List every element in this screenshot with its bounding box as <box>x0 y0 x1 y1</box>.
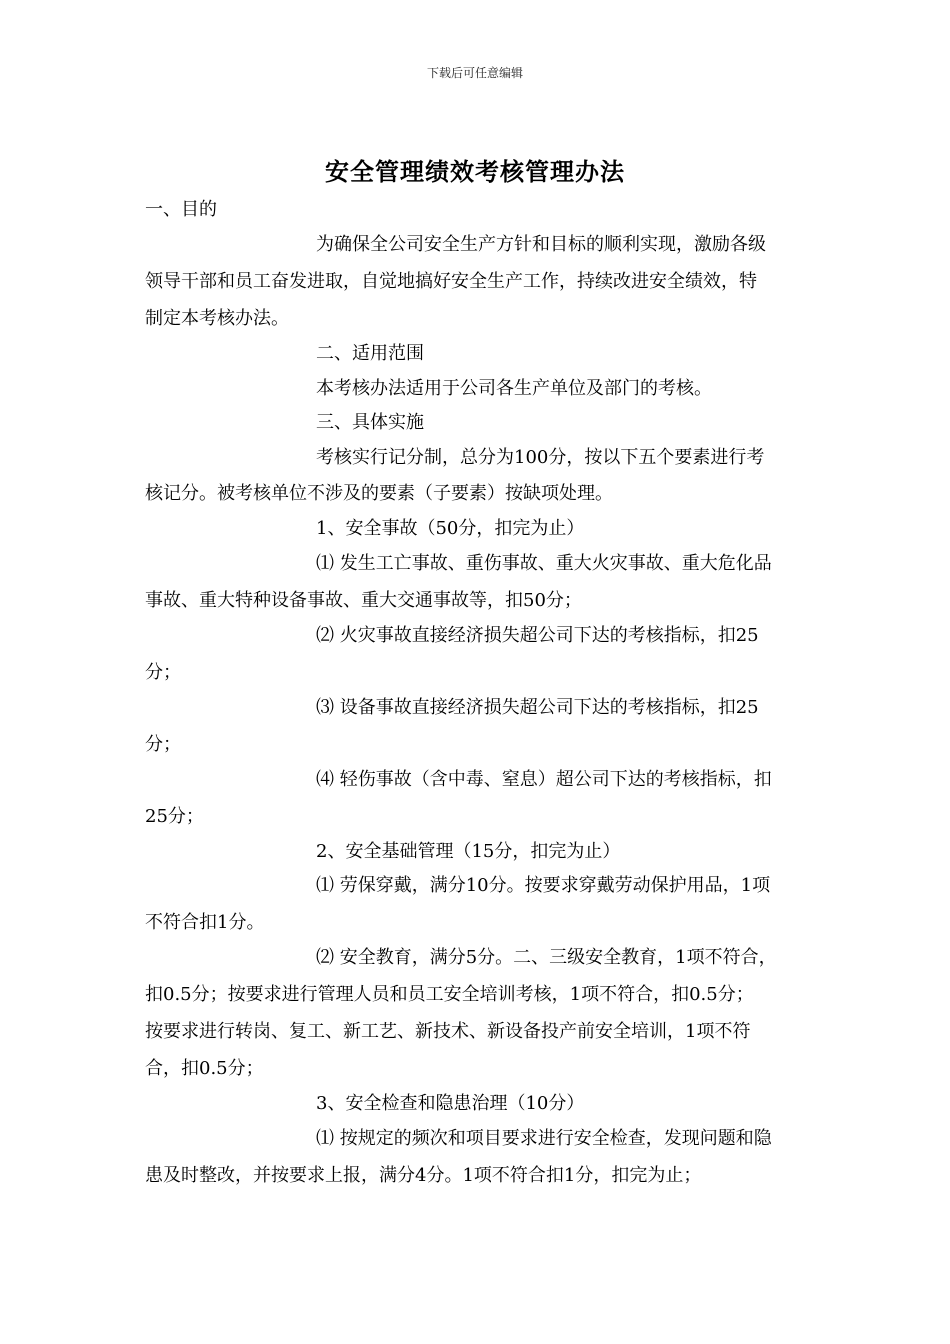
list-item: ⑴ 发生工亡事故、重伤事故、重大火灾事故、重大危化品 <box>316 553 772 574</box>
subsection-heading: 1、安全事故（50分，扣完为止） <box>316 518 585 539</box>
list-item: ⑷ 轻伤事故（含中毒、窒息）超公司下达的考核指标，扣 <box>316 769 772 790</box>
paragraph-line: 合，扣0.5分； <box>145 1058 264 1079</box>
section-heading: 一、目的 <box>145 199 217 220</box>
paragraph-line: 按要求进行转岗、复工、新工艺、新技术、新设备投产前安全培训，1项不符 <box>145 1021 751 1042</box>
paragraph-line: 核记分。被考核单位不涉及的要素（子要素）按缺项处理。 <box>145 483 613 504</box>
paragraph-line: 分； <box>145 662 181 683</box>
paragraph-line: 制定本考核办法。 <box>145 308 289 329</box>
paragraph-line: 考核实行记分制，总分为100分，按以下五个要素进行考 <box>316 447 765 468</box>
section-heading: 二、适用范围 <box>316 343 424 364</box>
subsection-heading: 3、安全检查和隐患治理（10分） <box>316 1093 585 1114</box>
paragraph-line: 为确保全公司安全生产方针和目标的顺利实现，激励各级 <box>316 234 766 255</box>
list-item: ⑵ 安全教育，满分5分。二、三级安全教育，1项不符合， <box>316 947 777 968</box>
paragraph-line: 事故、重大特种设备事故、重大交通事故等，扣50分； <box>145 590 582 611</box>
paragraph-line: 领导干部和员工奋发进取，自觉地搞好安全生产工作，持续改进安全绩效，特 <box>145 271 757 292</box>
paragraph-line: 不符合扣1分。 <box>145 912 265 933</box>
paragraph-line: 患及时整改，并按要求上报，满分4分。1项不符合扣1分，扣完为止； <box>145 1165 702 1186</box>
paragraph-line: 25分； <box>145 806 204 827</box>
section-heading: 三、具体实施 <box>316 412 424 433</box>
paragraph-line: 扣0.5分；按要求进行管理人员和员工安全培训考核，1项不符合，扣0.5分； <box>145 984 754 1005</box>
list-item: ⑴ 按规定的频次和项目要求进行安全检查，发现问题和隐 <box>316 1128 772 1149</box>
subsection-heading: 2、安全基础管理（15分，扣完为止） <box>316 841 621 862</box>
list-item: ⑵ 火灾事故直接经济损失超公司下达的考核指标，扣25 <box>316 625 759 646</box>
list-item: ⑴ 劳保穿戴，满分10分。按要求穿戴劳动保护用品，1项 <box>316 875 771 896</box>
list-item: ⑶ 设备事故直接经济损失超公司下达的考核指标，扣25 <box>316 697 759 718</box>
header-note: 下载后可任意编辑 <box>426 66 523 80</box>
document-title: 安全管理绩效考核管理办法 <box>325 157 625 186</box>
paragraph-line: 本考核办法适用于公司各生产单位及部门的考核。 <box>316 378 712 399</box>
paragraph-line: 分； <box>145 734 181 755</box>
